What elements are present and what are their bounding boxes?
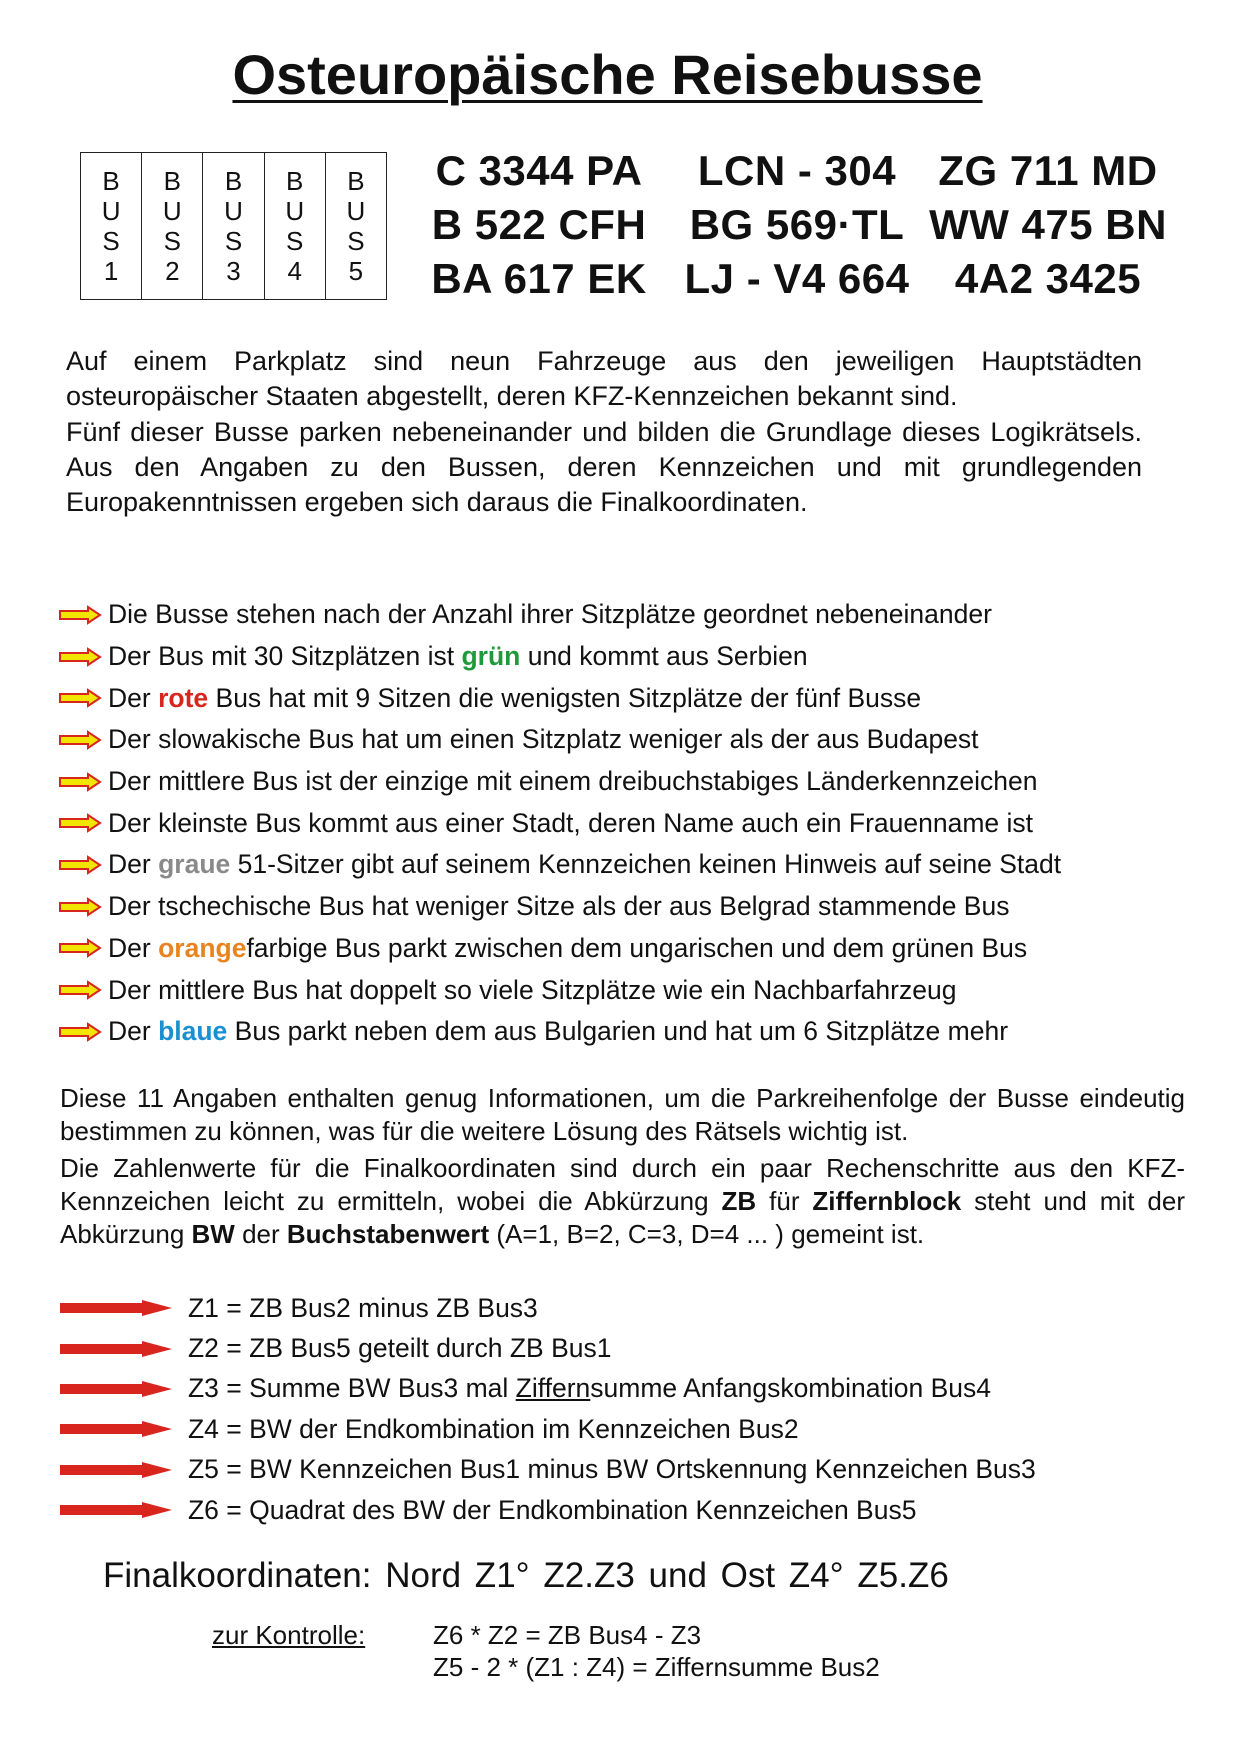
clue-item	[58, 1011, 1208, 1053]
yellow-arrow-icon	[58, 980, 102, 1000]
formula-text-pre: Z1 = ZB Bus2 minus ZB Bus3	[188, 1292, 538, 1323]
bus-label-letter: S	[224, 226, 243, 256]
license-plate: C 3344 PA	[435, 147, 643, 194]
clue-text-pre: Der mittlere Bus ist der einzige mit einem dreibuchstabiges Länderkennzeichen	[108, 766, 1038, 797]
clue-list	[58, 594, 1208, 1053]
abbr-bw: BW	[191, 1219, 235, 1249]
term-ziffernblock: Ziffernblock	[812, 1186, 962, 1216]
clue-text	[108, 766, 1037, 797]
bus-label-letter: S	[347, 226, 365, 256]
bus-label-letter: 4	[287, 256, 302, 286]
bus-label-letter: B	[286, 166, 304, 196]
formula-item	[60, 1450, 1160, 1490]
bus-label-letter: B	[163, 166, 181, 196]
intro-paragraph-2: Fünf dieser Busse parken nebeneinander und bilden die Grundlage dieses Logikrätsels. Aus den Angaben zu den Bussen, deren Kennzeichen und mit grundlegenden Europakenntnissen ergeben sich daraus die Finalkoordinaten.	[66, 417, 1142, 517]
bus-label-letter: S	[102, 226, 120, 256]
formula-underlined-word: Ziffern	[515, 1373, 591, 1404]
bus-label-column	[202, 153, 263, 299]
clue-text	[108, 808, 1033, 839]
abbr-zb: ZB	[721, 1186, 757, 1216]
bus-label-letter: B	[102, 166, 120, 196]
clue-color-word: blaue	[158, 1016, 228, 1047]
bus-label-letter: S	[163, 226, 181, 256]
bus-label-column	[81, 153, 141, 299]
clue-color-word: rote	[158, 682, 209, 713]
clue-item	[58, 802, 1208, 844]
yellow-arrow-icon	[58, 897, 102, 917]
clue-item	[58, 677, 1208, 719]
clue-text-post: 51-Sitzer gibt auf seinem Kennzeichen keinen Hinweis auf seine Stadt	[230, 849, 1062, 880]
formula-text	[188, 1293, 538, 1324]
clue-text-pre: Der	[108, 1016, 159, 1047]
license-plate: LCN - 304	[697, 147, 897, 194]
clue-text-pre: Der	[108, 932, 159, 963]
para-text-c: steht und mit der Abkürzung	[60, 1186, 1185, 1249]
abbreviation-paragraph	[60, 1152, 1185, 1251]
yellow-arrow-icon	[58, 730, 102, 750]
check-line-1: Z6 * Z2 = ZB Bus4 - Z3	[433, 1620, 702, 1650]
clue-text	[108, 641, 808, 672]
bus-label-column	[325, 153, 386, 299]
clue-color-word: graue	[158, 849, 231, 880]
license-plates-grid	[410, 144, 1170, 304]
clue-text-pre: Der	[108, 849, 159, 880]
bus-label-column	[141, 153, 202, 299]
info-paragraph: Diese 11 Angaben enthalten genug Informationen, um die Parkreihenfolge der Busse eindeutig bestimmen zu können, was für die weitere Lösung des Rätsels wichtig ist.	[60, 1083, 1185, 1146]
para-text-a: Die Zahlenwerte für die Finalkoordinaten sind durch ein paar Rechenschritte aus den KFZ-Kennzeichen leicht zu ermitteln, wobei die Abkürzung	[60, 1153, 1185, 1216]
clue-text	[108, 933, 1027, 964]
formula-text-post: summe Anfangskombination Bus4	[590, 1373, 991, 1404]
license-plate: WW 475 BN	[929, 201, 1167, 248]
yellow-arrow-icon	[58, 813, 102, 833]
red-arrow-icon	[60, 1502, 172, 1518]
formula-text-pre: Z2 = ZB Bus5 geteilt durch ZB Bus1	[188, 1333, 612, 1364]
clue-text	[108, 975, 956, 1006]
formula-item	[60, 1328, 1160, 1368]
bus-label-letter: U	[162, 196, 182, 226]
bus-label-letter: U	[285, 196, 305, 226]
yellow-arrow-icon	[58, 938, 102, 958]
clue-text-pre: Der	[108, 682, 159, 713]
para-text-b: für	[756, 1186, 813, 1216]
yellow-arrow-icon	[58, 855, 102, 875]
final-coordinates: Finalkoordinaten: Nord Z1° Z2.Z3 und Ost Z4° Z5.Z6	[103, 1556, 949, 1595]
intro-paragraph-1: Auf einem Parkplatz sind neun Fahrzeuge aus den jeweiligen Hauptstädten osteuropäischer Staaten abgestellt, deren KFZ-Kennzeichen bekannt sind.	[66, 346, 1142, 411]
bus-label-letter: U	[101, 196, 121, 226]
red-arrow-icon	[60, 1381, 172, 1397]
formula-text	[188, 1414, 799, 1445]
red-arrow-icon	[60, 1421, 172, 1437]
clue-item	[58, 761, 1208, 803]
para-text-d: der	[234, 1219, 287, 1249]
clue-text	[108, 849, 1061, 880]
formula-text	[188, 1495, 916, 1526]
formula-item	[60, 1490, 1160, 1530]
clue-text-pre: Der tschechische Bus hat weniger Sitze als der aus Belgrad stammende Bus	[108, 891, 1010, 922]
formula-item	[60, 1288, 1160, 1328]
bus-label-column	[264, 153, 325, 299]
clue-text-pre: Die Busse stehen nach der Anzahl ihrer Sitzplätze geordnet nebeneinander	[108, 599, 992, 630]
license-plate: B 522 CFH	[431, 201, 647, 248]
clue-text-pre: Der Bus mit 30 Sitzplätzen ist	[108, 641, 462, 672]
page-title: Osteuropäische Reisebusse	[232, 43, 983, 106]
check-label: zur Kontrolle:	[212, 1620, 366, 1650]
clue-item	[58, 594, 1208, 636]
formula-text	[188, 1454, 1036, 1485]
clue-text-post: und kommt aus Serbien	[520, 641, 808, 672]
yellow-arrow-icon	[58, 772, 102, 792]
red-arrow-icon	[60, 1341, 172, 1357]
clue-text	[108, 1016, 1008, 1047]
clue-text	[108, 683, 921, 714]
bus-label-letter: 5	[348, 256, 364, 286]
check-line-2: Z5 - 2 * (Z1 : Z4) = Ziffernsumme Bus2	[433, 1652, 880, 1682]
clue-text-pre: Der kleinste Bus kommt aus einer Stadt, deren Name auch ein Frauenname ist	[108, 807, 1034, 838]
bus-label-letter: 3	[226, 256, 241, 286]
bus-label-letter: 1	[103, 256, 119, 286]
formula-item	[60, 1369, 1160, 1409]
clue-text	[108, 891, 1009, 922]
bus-label-letter: B	[347, 166, 365, 196]
bus-label-letter: 2	[165, 256, 180, 286]
clue-text	[108, 724, 979, 755]
yellow-arrow-icon	[58, 688, 102, 708]
formula-list	[60, 1288, 1160, 1530]
clue-color-word: grün	[461, 641, 521, 672]
license-plate: ZG 711 MD	[938, 147, 1158, 194]
bus-label-grid	[80, 152, 387, 300]
clue-item	[58, 844, 1208, 886]
clue-text-pre: Der slowakische Bus hat um einen Sitzplatz weniger als der aus Budapest	[108, 724, 979, 755]
bus-label-letter: U	[346, 196, 366, 226]
formula-text	[188, 1373, 991, 1404]
formula-text-pre: Z3 = Summe BW Bus3 mal	[188, 1373, 516, 1404]
clue-text-pre: Der mittlere Bus hat doppelt so viele Sitzplätze wie ein Nachbarfahrzeug	[108, 974, 957, 1005]
formula-item	[60, 1409, 1160, 1449]
clue-text-post: farbige Bus parkt zwischen dem ungarischen und dem grünen Bus	[246, 932, 1028, 963]
yellow-arrow-icon	[58, 1022, 102, 1042]
clue-color-word: orange	[158, 932, 247, 963]
license-plate: BA 617 EK	[431, 255, 647, 302]
bus-label-letter: U	[224, 196, 243, 226]
bus-label-letter: B	[224, 166, 243, 196]
clue-text-post: Bus hat mit 9 Sitzen die wenigsten Sitzplätze der fünf Busse	[208, 682, 922, 713]
para-text-e: (A=1, B=2, C=3, D=4 ... ) gemeint ist.	[489, 1219, 925, 1249]
clue-item	[58, 886, 1208, 928]
license-plate: 4A2 3425	[954, 255, 1142, 302]
clue-item	[58, 969, 1208, 1011]
yellow-arrow-icon	[58, 605, 102, 625]
red-arrow-icon	[60, 1300, 172, 1316]
license-plate: BG 569·TL	[689, 201, 905, 248]
clue-text	[108, 599, 992, 630]
clue-text-post: Bus parkt neben dem aus Bulgarien und hat um 6 Sitzplätze mehr	[227, 1016, 1009, 1047]
bus-label-letter: S	[286, 226, 304, 256]
clue-item	[58, 719, 1208, 761]
yellow-arrow-icon	[58, 647, 102, 667]
formula-text-pre: Z5 = BW Kennzeichen Bus1 minus BW Ortskennung Kennzeichen Bus3	[188, 1454, 1036, 1485]
formula-text-pre: Z6 = Quadrat des BW der Endkombination Kennzeichen Bus5	[188, 1494, 917, 1525]
license-plate: LJ - V4 664	[684, 255, 910, 302]
formula-text-pre: Z4 = BW der Endkombination im Kennzeichen Bus2	[188, 1413, 799, 1444]
red-arrow-icon	[60, 1462, 172, 1478]
clue-item	[58, 636, 1208, 678]
clue-item	[58, 928, 1208, 970]
formula-text	[188, 1333, 611, 1364]
term-buchstabenwert: Buchstabenwert	[286, 1219, 490, 1249]
